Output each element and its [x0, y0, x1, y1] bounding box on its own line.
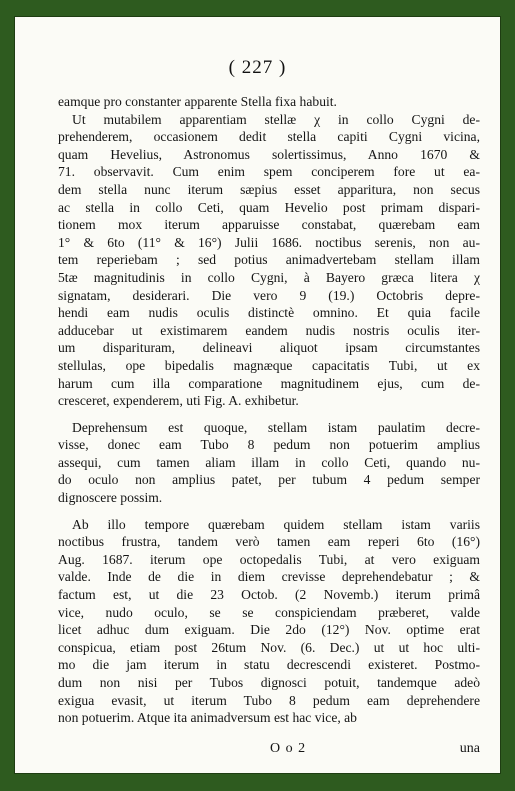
text-line: cresceret, expenderem, uti Fig. A. exhibetur. [58, 393, 299, 409]
text-line: adducebar ut existimarem eandem nudis nostris oculis iter- [58, 322, 480, 338]
text-line: tionem mox iterum apparuisse constabat, quærebam eam [58, 217, 480, 233]
text-line: dem stella nunc iterum sæpius esset apparitura, non secus [58, 181, 480, 197]
text-line: assequi, cum tamen aliam illam in collo Ceti, quando nu- [58, 454, 480, 470]
text-line: Ab illo tempore quærebam quidem stellam istam variis [72, 516, 480, 532]
paragraph [58, 419, 480, 507]
text-line: harum cum illa comparatione magnitudinem ejus, cum de- [58, 375, 480, 391]
text-line: mo die jam iterum in statu decrescendi existeret. Postmo- [58, 657, 480, 673]
text-line: Ut mutabilem apparentiam stellæ χ in collo Cygni de- [72, 111, 480, 127]
text-line: tem reperiebam ; sed potius animadvertebam stellam illam [58, 252, 480, 268]
text-line: Deprehensum est quoque, stellam istam paulatim decre- [72, 419, 480, 435]
text-line: hendi eam nudis oculis distinctè omnino. Et quia facile [58, 305, 480, 321]
text-line: eamque pro constanter apparente Stella fixa habuit. [58, 94, 337, 109]
text-line: dum non nisi per Tubos dignosci potuit, tandemque adeò [58, 675, 480, 690]
text-line: ac stella in collo Ceti, quam Hevelio post primam dispari- [58, 199, 480, 215]
page-number: ( 227 ) [228, 57, 287, 78]
text-line: non potuerim. Atque ita animadversum est hac vice, ab [58, 710, 357, 726]
text-line: noctibus frustra, tandem verò tamen eam reperi 6to (16°) [58, 534, 480, 550]
text-line: 5tæ magnitudinis in collo Cygni, à Bayero græca litera χ [58, 269, 480, 285]
text-line: vice, nudo oculo, se se conspiciendam præberet, valde [58, 604, 480, 620]
paragraph-gap [58, 507, 480, 516]
text-line: exigua evasit, ut iterum Tubo 8 pedum eam deprehendere [58, 692, 480, 708]
text-line: 1° & 6to (11° & 16°) Julii 1686. noctibus serenis, non au- [58, 234, 480, 250]
text-line: stellulas, ope bipedalis magnæque capacitatis Tubi, ut ex [58, 357, 480, 373]
text-line: prehenderem, occasionem dedit stella capiti Cygni vicina, [58, 129, 480, 145]
paragraph [58, 111, 480, 410]
paragraph [58, 93, 480, 111]
text-line: signatam, desiderari. Die vero 9 (19.) Octobris depre- [58, 287, 480, 303]
text-line: do oculo non amplius patet, per tubum 4 pedum semper [58, 472, 480, 488]
text-line: licet adhuc dum exiguam. Die 2do (12°) Nov. optime erat [58, 622, 480, 638]
paragraph [58, 516, 480, 727]
text-line: 71. observavit. Cum enim spem conciperem fore ut ea- [58, 164, 480, 180]
catchword: una [459, 741, 480, 756]
text-line: dignoscere possim. [58, 490, 163, 506]
text-line: factum est, ut die 23 Octob. (2 Novemb.) iterum primâ [58, 587, 480, 603]
book-page [14, 16, 501, 774]
text-line: quam Hevelius, Astronomus solertissimus, Anno 1670 & [58, 146, 480, 162]
text-line: visse, donec eam Tubo 8 pedum non potuerim amplius [58, 437, 480, 453]
text-line: valde. Inde de die in diem crevisse deprehendebatur ; & [58, 569, 480, 585]
paragraph-gap [58, 410, 480, 419]
signature-mark: O o 2 [270, 741, 307, 756]
page-body-text [58, 93, 480, 727]
text-line: Aug. 1687. iterum ope octopedalis Tubi, at vero exiguam [58, 551, 480, 567]
text-line: um disparituram, delineavi aliquot ipsam circumstantes [58, 340, 480, 356]
text-line: conspicua, etiam post 26tum Nov. (6. Dec.) ut ut hoc ulti- [58, 639, 480, 655]
